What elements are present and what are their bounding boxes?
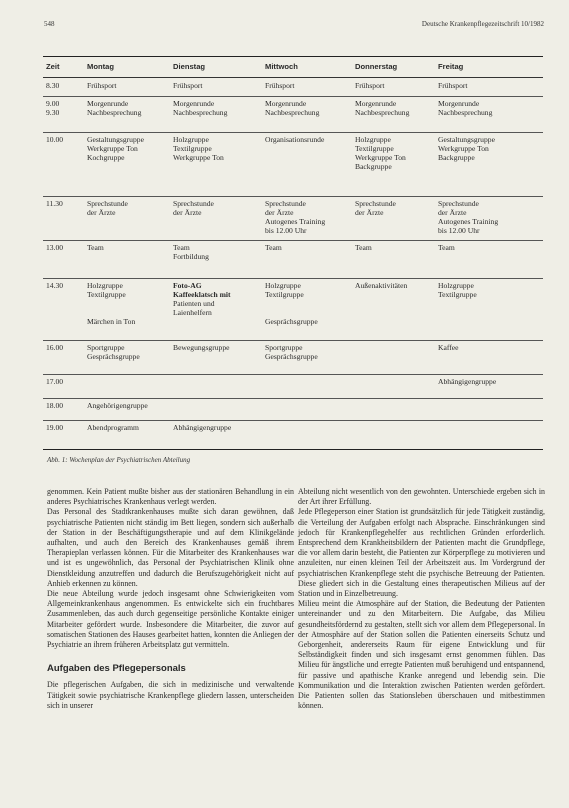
time-cell: 10.00 — [46, 135, 64, 144]
activity-cell: Textilgruppe — [438, 290, 477, 299]
activity-cell: Sportgruppe — [87, 343, 125, 352]
activity-cell: Autogenes Training — [438, 217, 499, 226]
activity-cell: Werkgruppe Ton — [438, 144, 489, 153]
journal-title: Deutsche Krankenpflegezeitschrift 10/1982 — [421, 20, 544, 28]
activity-cell: Frühsport — [173, 81, 203, 90]
activity-cell: Nachbesprechung — [87, 108, 142, 117]
activity-cell: Frühsport — [87, 81, 117, 90]
activity-cell: Kaffeeklatsch mit — [173, 290, 231, 299]
time-cell: 14.30 — [46, 281, 64, 290]
activity-cell: Sprechstunde — [87, 199, 128, 208]
activity-cell: Gestaltungsgruppe — [87, 135, 144, 144]
activity-cell: Werkgruppe Ton — [173, 153, 224, 162]
activity-cell: Außenaktivitäten — [355, 281, 408, 290]
activity-cell: Werkgruppe Ton — [355, 153, 406, 162]
activity-cell: Fortbildung — [173, 252, 209, 261]
time-cell: 16.00 — [46, 343, 64, 352]
schedule-header-row — [43, 57, 543, 77]
time-cell: 11.30 — [46, 199, 63, 208]
activity-cell: Morgenrunde — [438, 99, 480, 108]
time-cell: 19.00 — [46, 423, 64, 432]
column-header: Donnerstag — [355, 62, 398, 71]
activity-cell: Kochgruppe — [87, 153, 125, 162]
activity-cell: Sportgruppe — [265, 343, 303, 352]
activity-cell: Team — [173, 243, 190, 252]
row-divider — [43, 374, 543, 375]
activity-cell: Backgruppe — [438, 153, 475, 162]
row-divider — [43, 340, 543, 341]
column-header: Zeit — [46, 62, 60, 71]
activity-cell: Sprechstunde — [173, 199, 214, 208]
left-paragraph-3: Die neue Abteilung wurde jedoch insgesamt ohne Schwierigkeiten vom Allgemeinkrankenhaus angenommen. Es entwickelte sich ein fruchtbares Zusammenleben, das auch durch gegenseitige persönliche Kontakte einiger Mitarbeiter gefördert wurde. Insbesondere die Mitarbeiter, die zuvor auf somatischen Stationen des Hauses gearbeitet hatten, konnten die Anliegen der Psychiatrie an ihrem früheren Arbeitsplatz gut vermitteln. — [47, 589, 294, 650]
activity-cell: Backgruppe — [355, 162, 392, 171]
activity-cell: Nachbesprechung — [173, 108, 228, 117]
time-cell: 17.00 — [46, 377, 64, 386]
column-header: Montag — [87, 62, 114, 71]
activity-cell: Märchen in Ton — [87, 317, 136, 326]
section-title: Aufgaben des Pflegepersonals — [47, 663, 186, 675]
activity-cell: Textilgruppe — [173, 144, 212, 153]
activity-cell: Organisationsrunde — [265, 135, 325, 144]
activity-cell: Angehörigengruppe — [87, 401, 148, 410]
activity-cell: Morgenrunde — [265, 99, 307, 108]
row-divider — [43, 196, 543, 197]
activity-cell: Textilgruppe — [87, 290, 126, 299]
row-divider — [43, 278, 543, 279]
activity-cell: Laienhelfern — [173, 308, 212, 317]
activity-cell: Foto-AG — [173, 281, 202, 290]
activity-cell: Werkgruppe Ton — [87, 144, 138, 153]
activity-cell: Holzgruppe — [355, 135, 391, 144]
activity-cell: Morgenrunde — [87, 99, 129, 108]
activity-cell: Abendprogramm — [87, 423, 139, 432]
activity-cell: Holzgruppe — [438, 281, 474, 290]
figure-caption: Abb. 1: Wochenplan der Psychiatrischen Abteilung — [47, 456, 191, 464]
right-text-column — [298, 487, 545, 711]
right-paragraph-2: Jede Pflegeperson einer Station ist grundsätzlich für jede Tätigkeit zuständig, die Verteilung der Aufgaben erfolgt nach Absprache. Einschränkungen sind jedoch für Krankenpflegehelfer aus rechtlichen Gründen erforderlich. Entsprechend dem Krankheitsbildern der Patienten macht die Grundpflege, die vor allem darin besteht, die Patienten zur Körperpflege zu motivieren und anzuleiten, nur einen kleinen Teil der Arbeitszeit aus. Im Vordergrund der psychiatrischen Krankenpflege steht die psychische Betreuung der Patienten. Diese gliedert sich in die Gestaltung eines therapeutischen Milieus auf der Station und in Einzelbetreuung. — [298, 507, 545, 599]
activity-cell: Frühsport — [265, 81, 295, 90]
right-paragraph-1: Abteilung nicht wesentlich von den gewohnten. Unterschiede ergeben sich in der Art ihrer Erfüllung. — [298, 487, 545, 507]
left-paragraph-4: Die pflegerischen Aufgaben, die sich in medizinische und verwaltende Tätigkeit sowie psychiatrische Krankenpflege gliedern lassen, unterscheiden sich in unserer — [47, 680, 294, 710]
header-divider — [43, 77, 543, 78]
activity-cell: Frühsport — [438, 81, 468, 90]
time-cell: 18.00 — [46, 401, 64, 410]
column-header: Freitag — [438, 62, 464, 71]
activity-cell: der Ärzte — [355, 208, 384, 217]
activity-cell: Patienten und — [173, 299, 215, 308]
activity-cell: Nachbesprechung — [265, 108, 320, 117]
running-header — [44, 20, 544, 32]
activity-cell: Bewegungsgruppe — [173, 343, 230, 352]
column-header: Mittwoch — [265, 62, 298, 71]
activity-cell: Frühsport — [355, 81, 385, 90]
activity-cell: Team — [438, 243, 455, 252]
activity-cell: Holzgruppe — [265, 281, 301, 290]
activity-cell: Nachbesprechung — [355, 108, 410, 117]
activity-cell: Kaffee — [438, 343, 459, 352]
column-header: Dienstag — [173, 62, 206, 71]
right-paragraph-3: Milieu meint die Atmosphäre auf der Station, die Bedeutung der Patienten untereinander und zu den Mitarbeitern. Die Aufgabe, das Milieu gesundheitsfördernd zu gestalten, stellt sich vor allem dem Pflegepersonal. In der Atmosphäre auf der Station sollen die Patienten einerseits Schutz und Geborgenheit, andererseits Raum für eigene Entwicklung und für Selbständigkeit finden und sich insgesamt ernst genommen fühlen. Das Milieu für ängstliche und erregte Patienten muß beruhigend und entspannend, für passive und apathische Kranke anregend und lebendig sein. Die Kommunikation und die Interaktion zwischen Patienten werden gefördert. Die Patienten sollen das Stationsleben überschauen und mitbestimmen können. — [298, 599, 545, 711]
activity-cell: Gesprächsgruppe — [265, 317, 318, 326]
page-number: 548 — [44, 20, 55, 28]
activity-cell: Gestaltungsgruppe — [438, 135, 495, 144]
activity-cell: der Ärzte — [173, 208, 202, 217]
time-cell: 9.30 — [46, 108, 60, 117]
activity-cell: Morgenrunde — [173, 99, 215, 108]
activity-cell: Textilgruppe — [265, 290, 304, 299]
activity-cell: Autogenes Training — [265, 217, 326, 226]
time-cell: 13.00 — [46, 243, 64, 252]
activity-cell: Sprechstunde — [265, 199, 306, 208]
activity-cell: Textilgruppe — [355, 144, 394, 153]
row-divider — [43, 420, 543, 421]
weekly-schedule-table — [43, 56, 543, 450]
activity-cell: bis 12.00 Uhr — [265, 226, 307, 235]
activity-cell: Team — [355, 243, 372, 252]
activity-cell: bis 12.00 Uhr — [438, 226, 480, 235]
activity-cell: der Ärzte — [87, 208, 116, 217]
activity-cell: der Ärzte — [265, 208, 294, 217]
activity-cell: Abhängigengruppe — [438, 377, 497, 386]
activity-cell: Gesprächsgruppe — [87, 352, 140, 361]
left-paragraph-1: genommen. Kein Patient mußte bisher aus der stationären Behandlung in ein anderes Psychiatrisches Krankenhaus verlegt werden. — [47, 487, 294, 507]
activity-cell: Team — [265, 243, 282, 252]
time-cell: 8.30 — [46, 81, 60, 90]
activity-cell: Gesprächsgruppe — [265, 352, 318, 361]
activity-cell: Holzgruppe — [173, 135, 209, 144]
activity-cell: Abhängigengruppe — [173, 423, 232, 432]
activity-cell: Holzgruppe — [87, 281, 123, 290]
left-text-column — [47, 487, 294, 711]
activity-cell: Morgenrunde — [355, 99, 397, 108]
row-divider — [43, 96, 543, 97]
activity-cell: Team — [87, 243, 104, 252]
row-divider — [43, 240, 543, 241]
activity-cell: Nachbesprechung — [438, 108, 493, 117]
activity-cell: Sprechstunde — [438, 199, 479, 208]
activity-cell: Sprechstunde — [355, 199, 396, 208]
left-paragraph-2: Das Personal des Stadtkrankenhauses mußte sich daran gewöhnen, daß psychiatrische Patienten nicht ständig im Bett liegen, sondern sich außerhalb der Station in der Beschäftigungstherapie und auf dem Klinikgelände aufhalten, und auch den Bereich des Krankenhauses gemäß ihrem Therapieplan verlassen können. Für die Mitarbeiter des Krankenhauses war und ist es ungewöhnlich, das Personal der Psychiatrischen Klinik ohne Dienstkleidung anzutreffen und dadurch die Berufszugehörigkeit nicht auf Anhieb erkennen zu können. — [47, 507, 294, 588]
activity-cell: der Ärzte — [438, 208, 467, 217]
row-divider — [43, 132, 543, 133]
row-divider — [43, 398, 543, 399]
time-cell: 9.00 — [46, 99, 60, 108]
